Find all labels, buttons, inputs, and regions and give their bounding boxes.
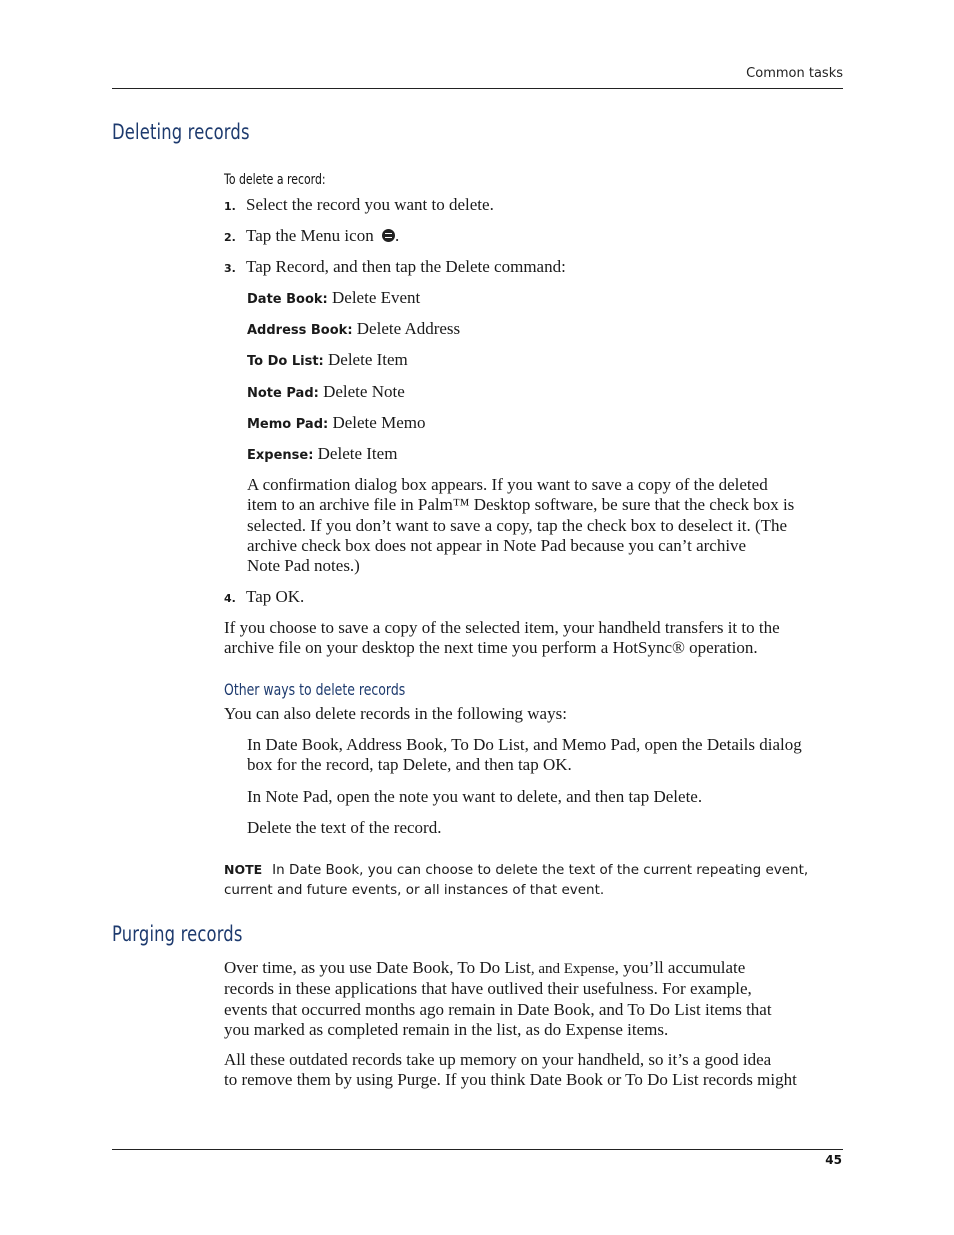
app-label: Note Pad: xyxy=(247,386,319,401)
command-date-book xyxy=(247,288,420,308)
header-section-title: Common tasks xyxy=(746,66,843,81)
text-line xyxy=(224,860,844,881)
step-3 xyxy=(224,257,566,279)
text-line: A confirmation dialog box appears. If you want to save a copy of the deleted xyxy=(247,475,768,494)
app-label: Expense: xyxy=(247,448,314,463)
step-number: 1. xyxy=(224,200,236,213)
text-line: archive file on your desktop the next time you perform a HotSync® operation. xyxy=(224,638,758,658)
purging-paragraph-1 xyxy=(224,958,844,1040)
text-line: box for the record, tap Delete, and then tap OK. xyxy=(247,755,572,775)
step-4 xyxy=(224,587,304,609)
step-text: Tap Record, and then tap the Delete command: xyxy=(246,257,566,276)
subsection-title-other-ways: Other ways to delete records xyxy=(224,680,406,699)
text-run: Over time, as you use Date Book, To Do List xyxy=(224,958,531,977)
step-text: Select the record you want to delete. xyxy=(246,195,494,214)
command-name: Delete Memo xyxy=(332,413,426,432)
text-line xyxy=(224,958,844,979)
text-line: If you choose to save a copy of the selected item, your handheld transfers it to the xyxy=(224,618,780,637)
section-title-deleting: Deleting records xyxy=(112,120,250,144)
note-label: NOTE xyxy=(224,862,263,877)
archive-paragraph xyxy=(224,618,844,659)
app-label: Memo Pad: xyxy=(247,417,329,432)
command-name: Delete Item xyxy=(328,350,408,369)
section-title-purging: Purging records xyxy=(112,922,243,946)
text-line: you marked as completed remain in the list, as do Expense items. xyxy=(224,1019,669,1039)
procedure-title: To delete a record: xyxy=(224,172,326,188)
other-ways-intro: You can also delete records in the following ways: xyxy=(224,704,567,723)
confirmation-paragraph xyxy=(247,475,847,576)
list-item: Delete the text of the record. xyxy=(247,818,442,837)
text-run: , and Expense xyxy=(530,961,615,977)
step-number: 4. xyxy=(224,592,236,605)
text-line: records in these applications that have outlived their usefulness. For example, xyxy=(224,979,752,999)
command-name: Delete Item xyxy=(317,444,398,463)
command-name: Delete Note xyxy=(323,382,405,401)
step-text: Tap the Menu icon xyxy=(246,226,374,245)
step-text: Tap OK. xyxy=(246,587,305,606)
command-memo-pad xyxy=(247,413,425,433)
footer-rule xyxy=(112,1149,843,1150)
note-text: current and future events, or all instances of that event. xyxy=(224,881,605,898)
step-number: 2. xyxy=(224,231,236,244)
running-header xyxy=(112,66,843,89)
step-2 xyxy=(224,226,399,248)
command-note-pad xyxy=(247,382,405,402)
step-number: 3. xyxy=(224,262,236,275)
command-to-do-list xyxy=(247,350,408,370)
text-line: In Date Book, Address Book, To Do List, and Memo Pad, open the Details dialog xyxy=(247,735,802,754)
page-number: 45 xyxy=(825,1153,842,1167)
command-expense xyxy=(247,444,397,464)
app-label: Date Book: xyxy=(247,292,328,307)
text-line: All these outdated records take up memory on your handheld, so it’s a good idea xyxy=(224,1050,772,1069)
text-line: item to an archive file in Palm™ Desktop software, be sure that the check box is xyxy=(247,495,795,515)
list-item xyxy=(247,735,847,776)
command-name: Delete Event xyxy=(332,288,421,307)
text-line: Note Pad notes.) xyxy=(247,556,360,576)
text-line: to remove them by using Purge. If you think Date Book or To Do List records might xyxy=(224,1070,797,1090)
command-name: Delete Address xyxy=(356,319,461,338)
menu-icon xyxy=(382,229,395,242)
command-address-book xyxy=(247,319,460,339)
note-text: In Date Book, you can choose to delete the text of the current repeating event, xyxy=(272,862,809,878)
purging-paragraph-2 xyxy=(224,1050,844,1091)
step-1 xyxy=(224,195,494,217)
note-block xyxy=(224,860,844,900)
list-item: In Note Pad, open the note you want to delete, and then tap Delete. xyxy=(247,787,703,806)
app-label: Address Book: xyxy=(247,323,353,338)
text-line: archive check box does not appear in Note Pad because you can’t archive xyxy=(247,535,747,555)
text-run: , you’ll accumulate xyxy=(614,958,746,977)
app-label: To Do List: xyxy=(247,354,324,369)
step-text-end: . xyxy=(394,226,400,245)
text-line: selected. If you don’t want to save a copy, tap the check box to deselect it. (The xyxy=(247,515,788,535)
text-line: events that occurred months ago remain in Date Book, and To Do List items that xyxy=(224,999,772,1019)
